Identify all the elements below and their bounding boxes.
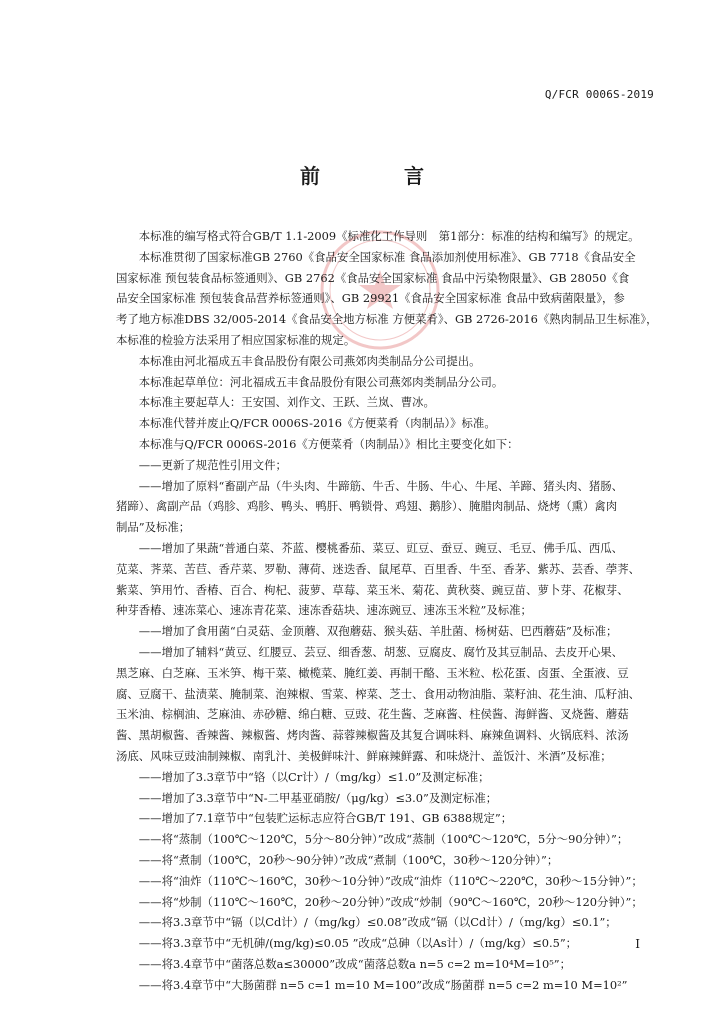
- text-line: ——将“蒸制（100℃～120℃，5分～80分钟）”改成“蒸制（100℃～120℃，5分～90分钟）”；: [116, 832, 629, 847]
- text-line: 本标准与Q/FCR 0006S-2016《方便菜肴（肉制品）》相比主要变化如下：: [116, 436, 519, 451]
- text-line: 本标准由河北福成五丰食品股份有限公司燕郊肉类制品分公司提出。: [116, 353, 481, 368]
- text-line: 国家标准 预包装食品标签通则》、GB 2762《食品安全国家标准 食品中污染物限量》、GB 28050《食: [116, 270, 630, 285]
- text-line: 玉米油、棕榈油、芝麻油、赤砂糖、绵白糖、豆豉、花生酱、芝麻酱、柱侯酱、海鲜酱、叉烧酱、蘑菇: [116, 707, 629, 722]
- text-line: 本标准的检验方法采用了相应国家标准的规定。: [116, 332, 356, 347]
- text-line: ——将3.3章节中“无机砷/(mg/kg)≤0.05 ”改成“总砷（以As计）/（mg/kg）≤0.5”；: [116, 936, 578, 951]
- text-line: ——增加了果蔬“普通白菜、芥蓝、樱桃番茄、菜豆、豇豆、蚕豆、豌豆、毛豆、佛手瓜、西瓜、: [116, 540, 624, 555]
- page-title: [0, 160, 724, 189]
- text-line: ——将“炒制（110℃～160℃，20秒～20分钟）”改成“炒制（90℃～160℃，20秒～120分钟）”；: [116, 894, 643, 909]
- title-char-2: 言: [404, 164, 424, 188]
- document-number: Q/FCR 0006S-2019: [544, 88, 654, 101]
- text-line: 腐、豆腐干、盐渍菜、腌制菜、泡辣椒、雪菜、榨菜、芝士、食用动物油脂、菜籽油、花生油、瓜籽油、: [116, 686, 640, 701]
- text-line: ——将“油炸（110℃～160℃，30秒～10分钟）”改成“油炸（110℃～220℃，30秒～15分钟）”；: [116, 873, 643, 888]
- text-line: ——将3.4章节中“大肠菌群 n=5 c=1 m=10 M=100”改成“肠菌群 n=5 c=2 m=10 M=10²”: [116, 977, 628, 992]
- text-line: ——增加了食用菌“白灵菇、金顶蘑、双孢蘑菇、猴头菇、羊肚菌、杨树菇、巴西蘑菇”及标准；: [116, 624, 618, 639]
- text-line: ——增加了3.3章节中“铬（以Cr计）/（mg/kg）≤1.0”及测定标准；: [116, 769, 490, 784]
- text-line: 汤底、风味豆豉油制辣椒、南乳汁、美极鲜味汁、鲜麻辣鲜露、和味烧汁、盖饭汁、米酒”及标准；: [116, 748, 612, 763]
- preface-body: [116, 226, 658, 995]
- text-line: 考了地方标准DBS 32/005-2014《食品安全地方标准 方便菜肴》、GB 2726-2016《熟肉制品卫生标准》，: [116, 312, 658, 327]
- text-line: ——增加了辅料“黄豆、红腰豆、芸豆、细香葱、胡葱、豆腐皮、腐竹及其豆制品、去皮开心果、: [116, 644, 624, 659]
- text-line: 本标准起草单位：河北福成五丰食品股份有限公司燕郊肉类制品分公司。: [116, 374, 504, 389]
- page-number: I: [635, 937, 640, 951]
- text-line: 本标准贯彻了国家标准GB 2760《食品安全国家标准 食品添加剂使用标准》、GB 7718《食品安全: [116, 249, 636, 264]
- text-line: 制品”及标准；: [116, 520, 191, 535]
- title-char-1: 前: [300, 164, 320, 188]
- text-line: ——增加了7.1章节中“包装贮运标志应符合GB/T 191、GB 6388规定”；: [116, 811, 513, 826]
- text-line: 本标准代替并废止Q/FCR 0006S-2016《方便菜肴（肉制品）》标准。: [116, 416, 496, 431]
- text-line: ——增加了3.3章节中“N-二甲基亚硝胺/（μg/kg）≤3.0”及测定标准；: [116, 790, 498, 805]
- text-line: ——将3.3章节中“镉（以Cd计）/（mg/kg）≤0.08”改成“镉（以Cd计）/（mg/kg）≤0.1”；: [116, 915, 617, 930]
- text-line: 猪蹄）、禽副产品（鸡胗、鸡胗、鸭头、鸭肝、鸭锁骨、鸡翅、鹅胗）、腌腊肉制品、烧烤（熏）禽肉: [116, 499, 618, 514]
- text-line: 种芽香椿、速冻菜心、速冻青花菜、速冻香菇块、速冻豌豆、速冻玉米粒”及标准；: [116, 603, 532, 618]
- text-line: ——增加了原料“畜副产品（牛头肉、牛蹄筋、牛舌、牛肠、牛心、牛尾、羊蹄、猪头肉、猪肠、: [116, 478, 624, 493]
- text-line: 酱、黑胡椒酱、香辣酱、辣椒酱、烤肉酱、蒜蓉辣椒酱及其复合调味料、麻辣鱼调料、火锅底料、浓汤: [116, 728, 629, 743]
- text-line: 本标准主要起草人：王安国、刘作文、王跃、兰岚、曹冰。: [116, 395, 435, 410]
- text-line: 本标准的编写格式符合GB/T 1.1-2009《标准化工作导则 第1部分：标准的结构和编写》的规定。: [116, 229, 640, 243]
- text-line: ——将“煮制（100℃，20秒～90分钟）”改成“煮制（100℃，30秒～120分钟）”；: [116, 852, 559, 867]
- text-line: 品安全国家标准 预包装食品营养标签通则》、GB 29921《食品安全国家标准 食品中致病菌限量》，参: [116, 291, 625, 306]
- text-line: 苋菜、荠菜、苦苣、香芹菜、罗勒、薄荷、迷迭香、鼠尾草、百里香、牛至、香茅、紫苏、芸香、荸荠、: [116, 561, 640, 576]
- text-line: ——更新了规范性引用文件；: [116, 457, 287, 472]
- text-line: 黑芝麻、白芝麻、玉米笋、梅干菜、橄榄菜、腌红姜、再制干酪、玉米粒、松花蛋、卤蛋、全蛋液、豆: [116, 665, 629, 680]
- text-line: ——将3.4章节中“菌落总数a≤30000”改成“菌落总数a n=5 c=2 m=10⁴M=10⁵”；: [116, 956, 572, 971]
- text-line: 紫菜、笋用竹、香椿、百合、枸杞、菠萝、草莓、菜玉米、菊花、黄秋葵、豌豆苗、萝卜芽、花椒芽、: [116, 582, 629, 597]
